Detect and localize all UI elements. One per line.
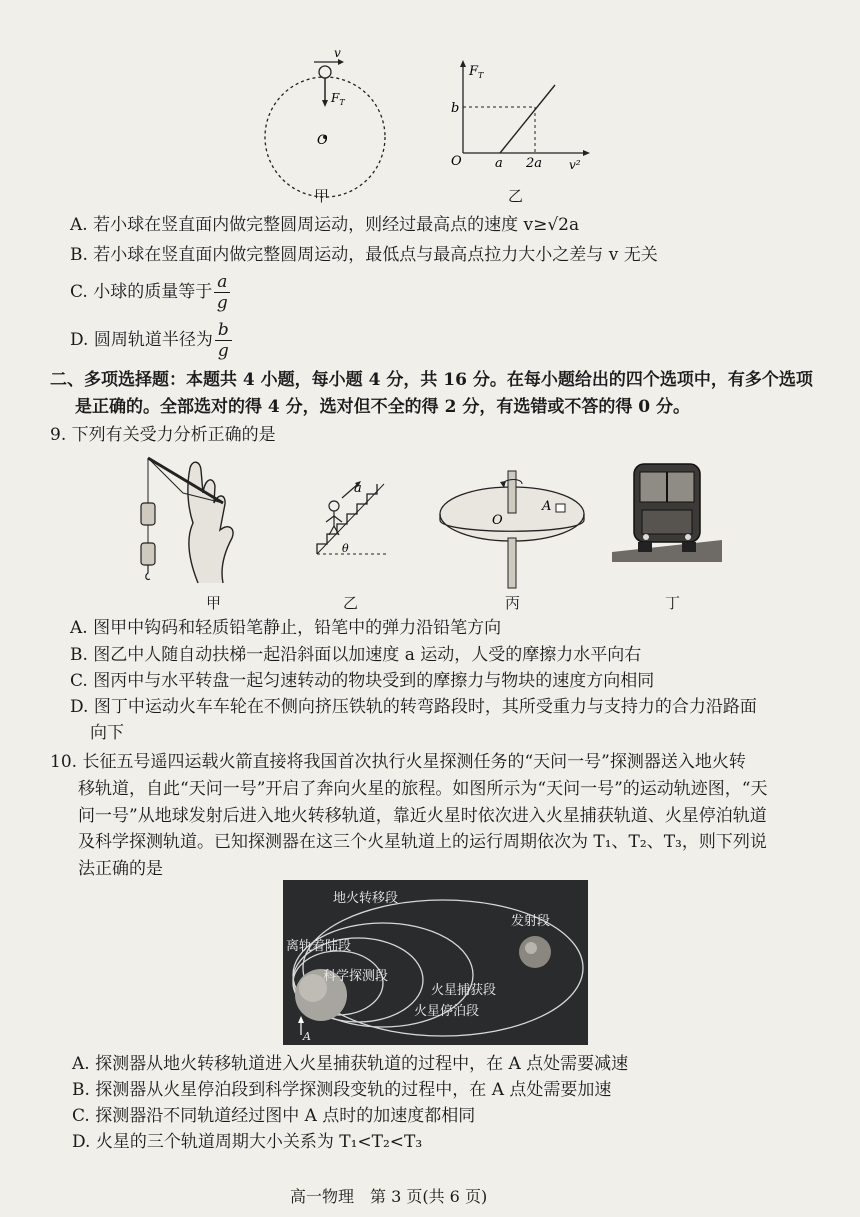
q10-option-b: B. 探测器从火星停泊段到科学探测段变轨的过程中，在 A 点处需要加速 (72, 1080, 612, 1100)
q8-option-d: D. 圆周轨道半径为 $\frac{b}{g}$ (70, 320, 234, 361)
label-b: b (451, 101, 460, 116)
label-launch: 发射段 (511, 914, 551, 929)
q9-option-b: B. 图乙中人随自动扶梯一起沿斜面以加速度 a 运动，人受的摩擦力水平向右 (70, 645, 642, 665)
label-theta: θ (342, 542, 349, 555)
label-v2: v² (569, 158, 581, 172)
figure-q9-yi-escalator (312, 472, 392, 562)
q9-stem: 9. 下列有关受力分析正确的是 (50, 425, 276, 445)
q9-caption-ding: 丁 (665, 594, 681, 612)
q10-stem-line3: 问一号”从地球发射后进入地火转移轨道，靠近火星时依次进入火星捕获轨道、火星停泊轨道 (78, 806, 767, 826)
label-a: a (495, 156, 503, 171)
q9-option-d-line1: D. 图丁中运动火车车轮在不侧向挤压铁轨的转弯路段时，其所受重力与支持力的合力沿路面 (70, 697, 757, 717)
q10-option-c: C. 探测器沿不同轨道经过图中 A 点时的加速度都相同 (72, 1106, 476, 1126)
q10-stem-line5: 法正确的是 (78, 859, 163, 879)
label-v: v (334, 46, 341, 60)
label-ft-axis: $F_T$ (469, 64, 484, 80)
label-O-axis: O (492, 513, 503, 528)
section2-header-line2: 是正确的。全部选对的得 4 分，选对但不全的得 2 分，有选错或不答的得 0 分。 (75, 397, 690, 417)
ball (319, 66, 331, 78)
q10-stem-line4: 及科学探测轨道。已知探测器在这三个火星轨道上的运行周期依次为 T₁、T₂、T₃，则下列说 (78, 832, 767, 852)
figure-q9-ding-train (612, 452, 722, 567)
figure-q10-trajectory (283, 880, 588, 1045)
q10-option-d: D. 火星的三个轨道周期大小关系为 T₁<T₂<T₃ (72, 1132, 423, 1152)
q9-option-c: C. 图丙中与水平转盘一起匀速转动的物块受到的摩擦力与物块的速度方向相同 (70, 671, 655, 691)
label-landing: 离轨着陆段 (286, 939, 352, 954)
q9-caption-yi: 乙 (343, 594, 359, 612)
label-origin: O (451, 154, 462, 169)
q10-stem-line2: 移轨道，自此“天问一号”开启了奔向火星的旅程。如图所示为“天问一号”的运动轨迹图，“天 (78, 779, 768, 799)
label-science: 科学探测段 (323, 969, 389, 984)
page-footer: 高一物理 第 3 页(共 6 页) (290, 1187, 488, 1206)
label-o: O (317, 133, 328, 148)
label-parking: 火星停泊段 (414, 1004, 480, 1019)
q8-option-b: B. 若小球在竖直面内做完整圆周运动，最低点与最高点拉力大小之差与 v 无关 (70, 245, 658, 265)
q9-option-a: A. 图甲中钩码和轻质铅笔静止，铅笔中的弹力沿铅笔方向 (70, 618, 502, 638)
caption-jia: 甲 (314, 187, 330, 205)
q8-option-c: C. 小球的质量等于 $\frac{a}{g}$ (70, 272, 232, 313)
label-transfer: 地火转移段 (333, 891, 399, 906)
label-ft: $F_T$ (331, 91, 345, 107)
q8-option-a: A. 若小球在竖直面内做完整圆周运动，则经过最高点的速度 v≥√2a (70, 215, 580, 235)
label-point-A: A (303, 1030, 311, 1043)
label-A-block: A (542, 499, 552, 514)
q10-option-a: A. 探测器从地火转移轨道进入火星捕获轨道的过程中，在 A 点处需要减速 (72, 1054, 629, 1074)
figure-q9-bing-turntable (432, 466, 592, 591)
label-capture: 火星捕获段 (431, 983, 497, 998)
section2-header-line1: 二、多项选择题：本题共 4 小题，每小题 4 分，共 16 分。在每小题给出的四个选项中，有多个选项 (50, 370, 813, 390)
figure-yi-ft-v2-graph (445, 55, 595, 185)
q10-stem-line1: 10. 长征五号遥四运载火箭直接将我国首次执行火星探测任务的“天问一号”探测器送入地火转 (50, 752, 746, 772)
label-a-accel: a (354, 481, 362, 496)
label-2a: 2a (526, 156, 543, 171)
figure-q9-jia-hand-pencil (128, 448, 258, 588)
q9-option-d-line2: 向下 (90, 723, 124, 743)
q9-caption-bing: 丙 (505, 594, 521, 612)
caption-yi: 乙 (508, 187, 524, 205)
q9-caption-jia: 甲 (206, 594, 222, 612)
